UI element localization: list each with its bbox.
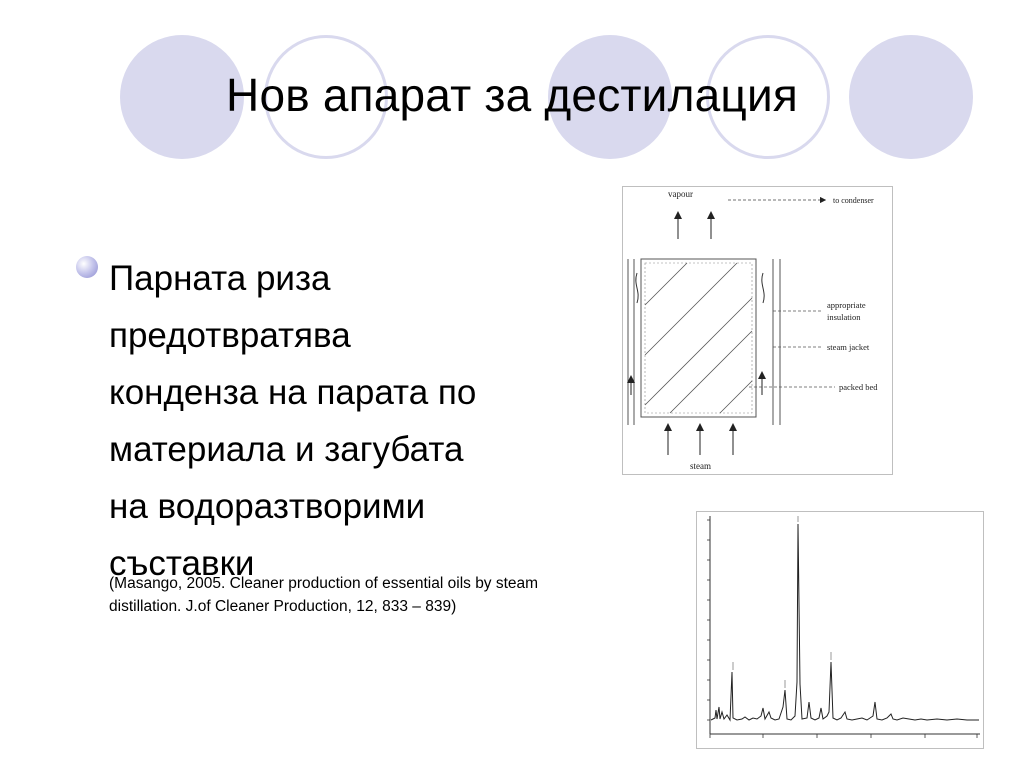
slide-title: Нов апарат за дестилация <box>226 69 798 121</box>
label-vapour: vapour <box>668 189 693 199</box>
apparatus-diagram-svg <box>623 187 892 474</box>
bullet-line: конденза на парата по <box>109 373 477 412</box>
label-steam-jacket: steam jacket <box>827 342 870 352</box>
bullet-line: предотвратява <box>109 316 351 355</box>
label-to-condenser: to condenser <box>833 196 874 205</box>
bullet-line: на водоразтворими <box>109 487 426 526</box>
citation-line: distillation. J.of Cleaner Production, 12, 833 – 839) <box>109 598 457 615</box>
chromatogram <box>696 511 984 749</box>
label-insulation-1: appropriate <box>827 300 866 310</box>
bullet-dot-icon <box>76 256 98 278</box>
bullet-line: Парната риза <box>109 259 331 298</box>
citation-line: (Masango, 2005. Cleaner production of essential oils by steam <box>109 575 539 592</box>
label-packed-bed: packed bed <box>839 382 878 392</box>
bullet-line: съставки <box>109 544 255 583</box>
bullet-line: материала и загубата <box>109 430 464 469</box>
chromatogram-svg <box>697 512 983 748</box>
apparatus-diagram <box>622 186 893 475</box>
label-steam: steam <box>690 461 711 471</box>
citation <box>109 572 599 618</box>
label-insulation-2: insulation <box>827 312 861 322</box>
bullet-text <box>109 250 599 592</box>
